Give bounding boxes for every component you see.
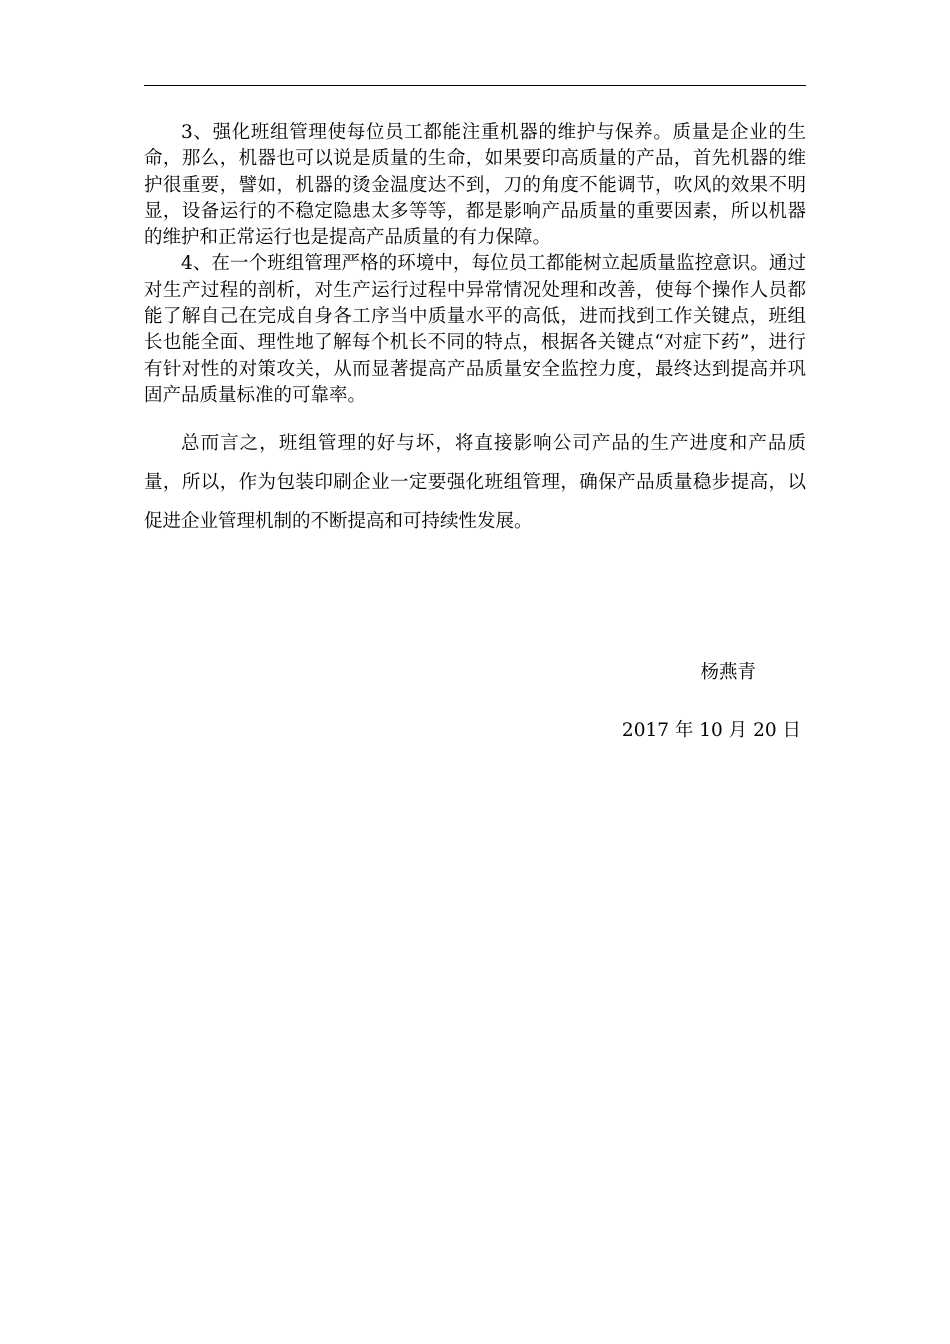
- paragraph-point-4: 4、在一个班组管理严格的环境中，每位员工都能树立起质量监控意识。通过对生产过程的剖析，对生产运行过程中异常情况处理和改善，使每个操作人员都能了解自己在完成自身各工序当中质量水平的高低，进而找到工作关键点，班组长也能全面、理性地了解每个机长不同的特点，根据各关键点“对症下药”，进行有针对性的对策攻关，从而显著提高产品质量安全监控力度，最终达到提高并巩固产品质量标准的可靠率。: [144, 253, 806, 406]
- header-rule: [144, 85, 806, 86]
- document-body: [144, 120, 806, 541]
- paragraph-point-3: 3、强化班组管理使每位员工都能注重机器的维护与保养。质量是企业的生命，那么，机器也可以说是质量的生命，如果要印高质量的产品，首先机器的维护很重要，譬如，机器的烫金温度达不到，刀的角度不能调节，吹风的效果不明显，设备运行的不稳定隐患太多等等，都是影响产品质量的重要因素，所以机器的维护和正常运行也是提高产品质量的有力保障。: [144, 122, 806, 249]
- author-signature: 杨燕青: [700, 662, 756, 683]
- document-date: 2017 年 10 月 20 日: [621, 720, 801, 741]
- summary-paragraph: 总而言之，班组管理的好与坏，将直接影响公司产品的生产进度和产品质量，所以，作为包装印刷企业一定要强化班组管理，确保产品质量稳步提高，以促进企业管理机制的不断提高和可持续性发展。: [144, 433, 806, 533]
